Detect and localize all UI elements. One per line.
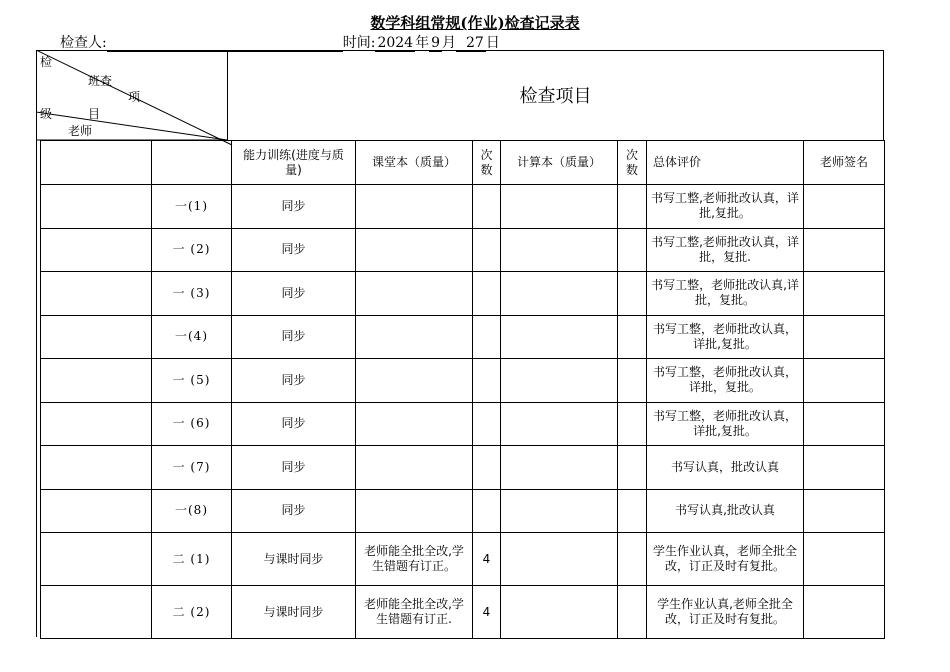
col-header-ability: 能力训练(进度与质量) xyxy=(232,141,356,185)
left-edge-line xyxy=(36,140,37,637)
count2-cell xyxy=(618,359,647,403)
class-cell: 一(4) xyxy=(152,315,232,359)
diag-label-laoshi: 老师 xyxy=(68,124,93,138)
table-row xyxy=(41,586,885,639)
table-row xyxy=(41,315,885,359)
class-cell: 一 (2) xyxy=(152,228,232,272)
calc-cell xyxy=(501,272,618,316)
count2-cell xyxy=(618,446,647,490)
count2-cell xyxy=(618,228,647,272)
comment-cell: 学生作业认真,老师全批全改，订正及时有复批。 xyxy=(647,586,804,639)
table-row xyxy=(41,402,885,446)
notebook-cell xyxy=(356,272,473,316)
class-cell: 二 (2) xyxy=(152,586,232,639)
comment-cell: 书写认真，批改认真 xyxy=(647,446,804,490)
sign-cell xyxy=(804,489,885,533)
count2-cell xyxy=(618,185,647,229)
count2-cell xyxy=(618,315,647,359)
notebook-cell xyxy=(356,228,473,272)
notebook-cell xyxy=(356,489,473,533)
ability-cell: 同步 xyxy=(232,228,356,272)
sign-cell xyxy=(804,228,885,272)
diag-label-xiang: 项 xyxy=(128,90,141,104)
ability-cell: 同步 xyxy=(232,402,356,446)
col-header-notebook: 课堂本（质量） xyxy=(356,141,473,185)
calc-cell xyxy=(501,446,618,490)
sign-cell xyxy=(804,359,885,403)
class-cell: 一 (7) xyxy=(152,446,232,490)
row-blank-cell xyxy=(41,533,152,586)
count2-cell xyxy=(618,272,647,316)
column-header-row xyxy=(41,141,885,185)
header-blank-1 xyxy=(41,141,152,185)
class-cell: 一(1) xyxy=(152,185,232,229)
ability-cell: 同步 xyxy=(232,272,356,316)
time-month-unit: 月 xyxy=(442,35,456,51)
class-cell: 一 (5) xyxy=(152,359,232,403)
comment-cell: 学生作业认真，老师全批全改，订正及时有复批。 xyxy=(647,533,804,586)
table-row xyxy=(41,272,885,316)
row-blank-cell xyxy=(41,489,152,533)
inspector-line xyxy=(60,32,500,52)
calc-cell xyxy=(501,185,618,229)
count1-cell xyxy=(473,489,501,533)
count2-cell xyxy=(618,402,647,446)
diag-label-banzha: 班查 xyxy=(88,74,113,88)
calc-cell xyxy=(501,315,618,359)
page-title: 数学科组常规(作业)检查记录表 xyxy=(370,14,580,32)
sign-cell xyxy=(804,315,885,359)
comment-cell: 书写认真,批改认真 xyxy=(647,489,804,533)
sign-cell xyxy=(804,586,885,639)
ability-cell: 与课时同步 xyxy=(232,533,356,586)
inspection-table xyxy=(40,140,885,639)
count1-cell: 4 xyxy=(473,586,501,639)
class-cell: 一 (3) xyxy=(152,272,232,316)
calc-cell xyxy=(501,359,618,403)
table-row xyxy=(41,359,885,403)
ability-cell: 同步 xyxy=(232,185,356,229)
class-cell: 二 (1) xyxy=(152,533,232,586)
time-day: 27 xyxy=(456,35,486,52)
row-blank-cell xyxy=(41,272,152,316)
ability-cell: 同步 xyxy=(232,315,356,359)
sign-cell xyxy=(804,402,885,446)
notebook-cell xyxy=(356,402,473,446)
row-blank-cell xyxy=(41,228,152,272)
sign-cell xyxy=(804,185,885,229)
sign-cell xyxy=(804,272,885,316)
ability-cell: 同步 xyxy=(232,489,356,533)
class-cell: 一 (6) xyxy=(152,402,232,446)
diagonal-header-cell xyxy=(36,50,227,140)
count2-cell xyxy=(618,533,647,586)
comment-cell: 书写工整,老师批改认真，详批，复批. xyxy=(647,228,804,272)
inspector-label: 检查人: xyxy=(60,35,107,51)
count1-cell xyxy=(473,185,501,229)
notebook-cell: 老师能全批全改,学生错题有订正。 xyxy=(356,533,473,586)
ability-cell: 同步 xyxy=(232,359,356,403)
diag-label-jian: 检 xyxy=(40,55,53,69)
count1-cell: 4 xyxy=(473,533,501,586)
calc-cell xyxy=(501,489,618,533)
ability-cell: 与课时同步 xyxy=(232,586,356,639)
count1-cell xyxy=(473,446,501,490)
table-row xyxy=(41,185,885,229)
ability-cell: 同步 xyxy=(232,446,356,490)
calc-cell xyxy=(501,402,618,446)
time-day-unit: 日 xyxy=(485,35,500,51)
calc-cell xyxy=(501,586,618,639)
inspection-items-heading: 检查项目 xyxy=(519,86,592,107)
col-header-sign: 老师签名 xyxy=(804,141,885,185)
sign-cell xyxy=(804,446,885,490)
table-row xyxy=(41,228,885,272)
table-row xyxy=(41,533,885,586)
row-blank-cell xyxy=(41,185,152,229)
count1-cell xyxy=(473,272,501,316)
time-month: 9 xyxy=(431,35,440,51)
count2-cell xyxy=(618,489,647,533)
comment-cell: 书写工整，老师批改认真，详批,复批。 xyxy=(647,402,804,446)
comment-cell: 书写工整，老师批改认真,详批，复批。 xyxy=(647,272,804,316)
time-year: 2024 xyxy=(377,35,414,51)
row-blank-cell xyxy=(41,359,152,403)
notebook-cell xyxy=(356,359,473,403)
notebook-cell: 老师能全批全改,学生错题有订正. xyxy=(356,586,473,639)
time-label: 时间: xyxy=(342,35,376,51)
row-blank-cell xyxy=(41,446,152,490)
class-cell: 一(8) xyxy=(152,489,232,533)
col-header-comment: 总体评价 xyxy=(647,141,804,185)
diag-label-mu: 目 xyxy=(88,107,101,121)
table-row xyxy=(41,446,885,490)
time-year-unit: 年 xyxy=(415,35,430,51)
row-blank-cell xyxy=(41,402,152,446)
comment-cell: 书写工整，老师批改认真，详批，复批。 xyxy=(647,359,804,403)
count1-cell xyxy=(473,402,501,446)
comment-cell: 书写工整，老师批改认真，详批,复批。 xyxy=(647,315,804,359)
count1-cell xyxy=(473,359,501,403)
comment-cell: 书写工整,老师批改认真，详批,复批。 xyxy=(647,185,804,229)
notebook-cell xyxy=(356,446,473,490)
sign-cell xyxy=(804,533,885,586)
diag-label-ji: 级 xyxy=(40,107,53,121)
calc-cell xyxy=(501,228,618,272)
col-header-count1: 次数 xyxy=(473,141,501,185)
col-header-calc: 计算本（质量） xyxy=(501,141,618,185)
col-header-count2: 次数 xyxy=(618,141,647,185)
row-blank-cell xyxy=(41,315,152,359)
header-blank-2 xyxy=(152,141,232,185)
count1-cell xyxy=(473,228,501,272)
notebook-cell xyxy=(356,315,473,359)
count2-cell xyxy=(618,586,647,639)
notebook-cell xyxy=(356,185,473,229)
row-blank-cell xyxy=(41,586,152,639)
table-row xyxy=(41,489,885,533)
calc-cell xyxy=(501,533,618,586)
count1-cell xyxy=(473,315,501,359)
